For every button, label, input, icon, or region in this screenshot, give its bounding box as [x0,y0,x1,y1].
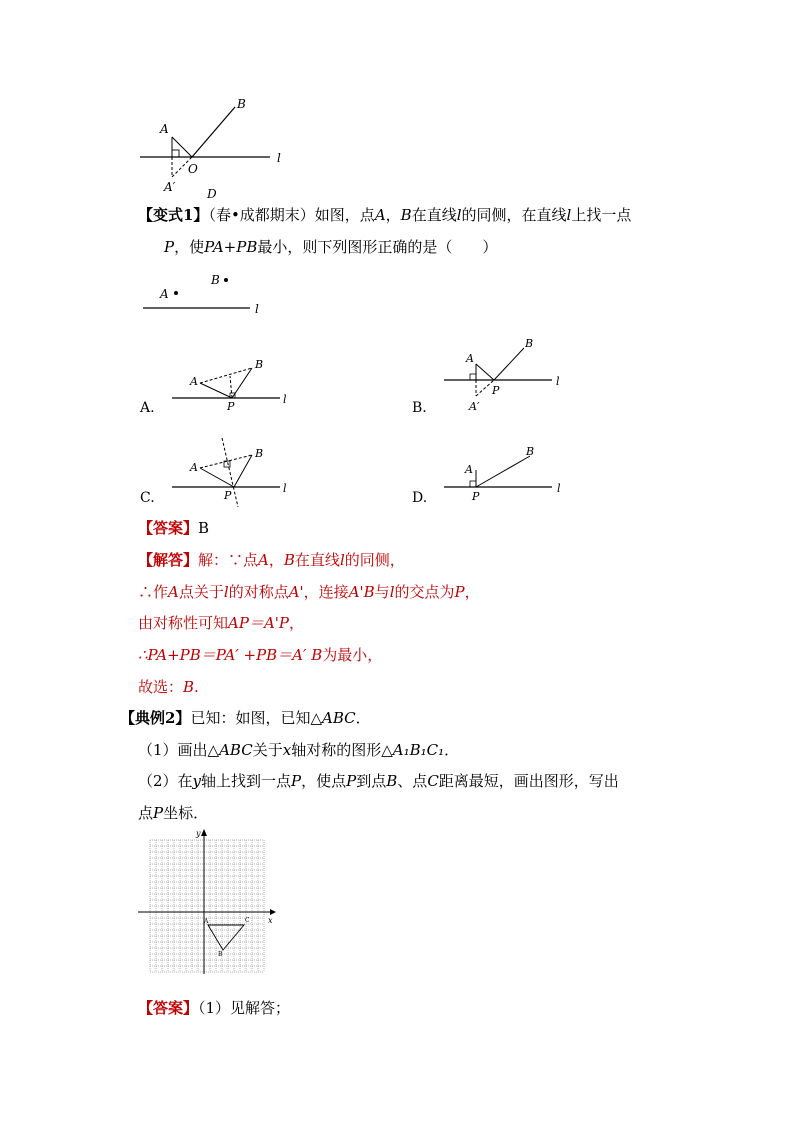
q-point-a: A [374,206,386,224]
option-a-label[interactable]: A. [140,400,155,416]
sol-text: 为最小， [322,646,383,664]
opt-a-label-b: B [255,358,264,371]
sol-text: 由对称性可知 [138,614,229,632]
solution-line5 [138,677,199,697]
sol-point: A [168,583,179,601]
opt-c-label-l: l [283,482,287,495]
q-text: 最小，则下列图形正确的是（ ） [257,238,498,256]
ex2-text: ，使点 [301,772,347,790]
sol-text: 解：∵点 [198,551,259,569]
grid-point-b: B [218,951,223,958]
given-label-b: B [211,273,220,287]
ex2-text: 距离最短，画出图形，写出 [438,772,619,790]
variant1-question-line2 [164,237,497,257]
opt-c-label-a: A [190,461,198,474]
opt-b-label-a: A [466,352,474,365]
opt-c-label-b: B [255,447,264,460]
answer-value: B [198,519,210,537]
q-text: 如图，点 [314,206,375,224]
given-label-a: A [160,287,169,301]
opt-d-label-a: A [465,463,473,476]
sol-text: ， [268,551,284,569]
sol-expr: AP＝A'P [228,614,289,632]
option-b-label[interactable]: B. [412,400,427,416]
option-c-figure[interactable] [168,435,298,510]
fig-top-label-d: D [207,187,217,201]
figure-top [130,95,300,205]
fig-top-label-o: O [188,162,198,176]
answer-tag: 【答案】 [138,519,199,537]
grid-point-c: C [245,917,250,924]
sol-text: ， [464,583,480,601]
ex2-point: P [153,804,164,822]
opt-b-label-l: l [556,375,560,388]
ex2-text: 到点 [356,772,387,790]
q-line-l: l [566,206,572,224]
grid-y-axis-label: y [196,829,201,838]
sol-line: l [223,583,229,601]
ex2-text: 坐标． [163,804,209,822]
opt-b-label-b: B [525,337,534,350]
ex2-axis: x [282,741,292,759]
q-text: 在直线 [411,206,457,224]
q-expr: PA+PB [204,238,258,256]
fig-top-label-a-prime: A′ [164,180,176,194]
fig-top-label-a: A [160,122,169,136]
opt-a-label-l: l [283,393,287,406]
sol-point: A [258,551,269,569]
example2-q1 [138,740,459,760]
ex2-triangle: A₁B₁C₁ [392,741,445,759]
q-text: ，使 [174,238,205,256]
ex2-point: B [386,772,398,790]
variant1-answer [138,518,209,538]
q-point-b: B [400,206,412,224]
ex2-text: ． [355,709,371,727]
ex2-point: C [427,772,439,790]
ex2-triangle: ABC [219,741,253,759]
ex2-answer-tag: 【答案】 [138,999,199,1017]
sol-text: ，连接 [303,583,349,601]
sol-line: l [389,583,395,601]
grid-lines [150,840,264,972]
ex2-text: 点 [138,804,154,822]
ex2-answer-1: （1）见解答； [198,999,291,1017]
sol-text: 在直线 [294,551,340,569]
solution-line2 [138,582,480,602]
ex2-text: 、点 [397,772,428,790]
example2-q2-line2 [138,803,208,823]
option-b-figure[interactable] [440,332,580,417]
opt-a-label-a: A [190,375,198,388]
q-line-l: l [456,206,462,224]
example2-intro [120,708,371,728]
q-text: 的同侧，在直线 [461,206,567,224]
variant1-question-line1 [138,205,631,225]
sol-point: P [454,583,465,601]
sol-point: A' [288,583,304,601]
option-c-label[interactable]: C. [140,490,155,506]
opt-d-label-b: B [526,445,535,458]
option-d-figure[interactable] [440,440,580,505]
sol-text: 的对称点 [228,583,289,601]
opt-d-label-l: l [557,482,561,495]
ex2-text: 轴对称的图形△ [291,741,393,759]
ex2-triangle: ABC [321,709,356,727]
sol-text: 故选： [138,678,184,696]
opt-d-label-p: P [472,490,480,503]
variant1-source: （春•成都期末） [208,206,315,224]
variant1-tag: 【变式1】 [138,206,209,224]
fig-top-label-l: l [277,151,281,165]
opt-a-label-p: P [227,400,235,413]
sol-expr: ∴PA+PB＝PA′ +PB＝A′ B [138,646,323,664]
sol-text: ∴作 [138,583,169,601]
sol-text: 点关于 [178,583,224,601]
ex2-axis: y [192,772,202,790]
sol-segment: A'B [348,583,375,601]
solution-tag: 【解答】 [138,551,199,569]
grid-x-axis-label: x [268,916,273,925]
ex2-text: （1）画出△ [138,741,220,759]
ex2-text: （2）在 [138,772,193,790]
sol-text: 的同侧， [344,551,405,569]
sol-text: . [194,678,199,696]
option-d-label[interactable]: D. [412,490,428,506]
q-text: ， [385,206,401,224]
figure-given [138,268,278,318]
ex2-point: P [346,772,357,790]
coordinate-grid-figure [138,828,278,978]
opt-b-label-p: P [492,384,500,397]
q-text: 上找一点 [571,206,632,224]
fig-top-label-b: B [237,97,246,111]
example2-q2-line1 [138,771,619,791]
opt-b-label-a-prime: A′ [469,400,480,413]
solution-line3 [138,613,304,633]
sol-text: 与 [374,583,390,601]
ex2-text: 关于 [252,741,283,759]
sol-line: l [339,551,345,569]
ex2-point: P [291,772,302,790]
ex2-text: 轴上找到一点 [201,772,292,790]
grid-point-a: A [204,918,209,925]
sol-text: ， [289,614,305,632]
sol-text: 的交点为 [394,583,455,601]
sol-answer: B [183,678,195,696]
solution-line1 [138,550,405,570]
ex2-text: ． [444,741,460,759]
opt-c-label-p: P [224,489,232,502]
option-a-figure[interactable] [168,350,298,415]
ex2-text: 已知：如图，已知△ [190,709,322,727]
given-label-l: l [255,302,259,316]
solution-line4 [138,645,382,665]
q-point-p: P [164,238,175,256]
example2-answer [138,998,290,1018]
example2-tag: 【典例2】 [120,709,191,727]
sol-point: B [283,551,295,569]
